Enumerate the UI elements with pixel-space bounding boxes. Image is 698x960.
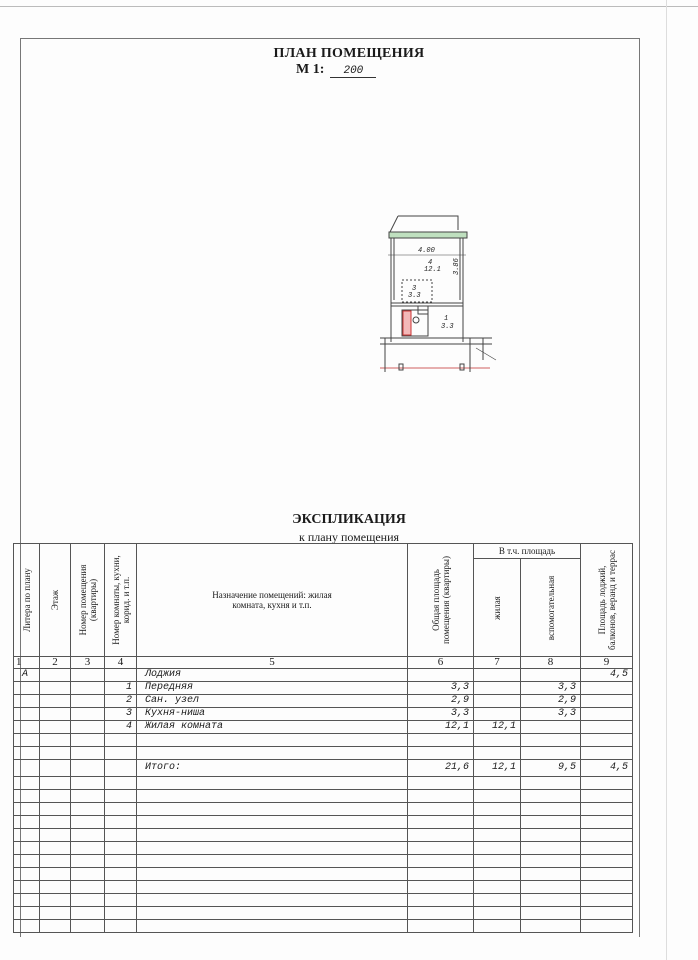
cell-apt bbox=[71, 803, 105, 816]
cell-purpose bbox=[137, 842, 408, 855]
cell-purpose bbox=[137, 855, 408, 868]
cell-loggia-area bbox=[581, 721, 633, 734]
cell-room-no bbox=[105, 734, 137, 747]
cell-litera bbox=[14, 747, 40, 760]
cell-litera bbox=[14, 734, 40, 747]
cell-purpose: Лоджия bbox=[137, 669, 408, 682]
cell-living-area bbox=[474, 842, 521, 855]
cell-loggia-area bbox=[581, 708, 633, 721]
cell-room-no bbox=[105, 907, 137, 920]
explication-title: ЭКСПЛИКАЦИЯ bbox=[292, 512, 406, 527]
cell-living-area bbox=[474, 803, 521, 816]
table-row bbox=[14, 855, 633, 868]
cell-purpose: Кухня-ниша bbox=[137, 708, 408, 721]
room-3-number: 3 bbox=[412, 285, 417, 293]
col-num-6: 6 bbox=[408, 657, 474, 669]
cell-living-area bbox=[474, 855, 521, 868]
col-aux-header: вспомогательная bbox=[521, 559, 581, 657]
col-num-8: 8 bbox=[521, 657, 581, 669]
cell-total-area bbox=[408, 734, 474, 747]
col-num-2: 2 bbox=[40, 657, 71, 669]
cell-floor bbox=[40, 669, 71, 682]
bath-tub bbox=[403, 311, 411, 335]
cell-room-no: 2 bbox=[105, 695, 137, 708]
cell-litera bbox=[14, 790, 40, 803]
cell-purpose bbox=[137, 816, 408, 829]
cell-purpose bbox=[137, 881, 408, 894]
cell-room-no bbox=[105, 669, 137, 682]
cell-loggia-area bbox=[581, 881, 633, 894]
cell-room-no bbox=[105, 760, 137, 777]
cell-aux-area bbox=[521, 881, 581, 894]
cell-total-area: 3,3 bbox=[408, 682, 474, 695]
col-purpose-header: Назначение помещений: жилая комната, кухня и т.п. bbox=[137, 544, 408, 657]
cell-living-area bbox=[474, 695, 521, 708]
cell-litera bbox=[14, 868, 40, 881]
header-row bbox=[14, 544, 633, 559]
cell-total-area: 12,1 bbox=[408, 721, 474, 734]
col-num-7: 7 bbox=[474, 657, 521, 669]
col-num-1: 1 bbox=[14, 657, 40, 669]
cell-living-area bbox=[474, 881, 521, 894]
cell-purpose bbox=[137, 868, 408, 881]
cell-total-area bbox=[408, 790, 474, 803]
cell-floor bbox=[40, 777, 71, 790]
cell-litera bbox=[14, 842, 40, 855]
cell-aux-area: 3,3 bbox=[521, 682, 581, 695]
cell-purpose: Передняя bbox=[137, 682, 408, 695]
cell-litera bbox=[14, 777, 40, 790]
cell-floor bbox=[40, 881, 71, 894]
table-row bbox=[14, 721, 633, 734]
cell-room-no bbox=[105, 868, 137, 881]
cell-aux-area bbox=[521, 790, 581, 803]
table-row bbox=[14, 734, 633, 747]
cell-living-area bbox=[474, 777, 521, 790]
cell-loggia-area bbox=[581, 855, 633, 868]
cell-floor bbox=[40, 829, 71, 842]
cell-litera bbox=[14, 816, 40, 829]
table-row bbox=[14, 881, 633, 894]
cell-room-no bbox=[105, 803, 137, 816]
cell-loggia-area bbox=[581, 816, 633, 829]
room-4-number: 4 bbox=[428, 259, 433, 267]
cell-loggia-area bbox=[581, 777, 633, 790]
cell-floor bbox=[40, 790, 71, 803]
cell-floor bbox=[40, 708, 71, 721]
cell-apt bbox=[71, 829, 105, 842]
table-row bbox=[14, 816, 633, 829]
table-row bbox=[14, 803, 633, 816]
cell-loggia-area: 4,5 bbox=[581, 760, 633, 777]
table-row bbox=[14, 682, 633, 695]
cell-purpose bbox=[137, 829, 408, 842]
cell-apt bbox=[71, 695, 105, 708]
cell-apt bbox=[71, 920, 105, 933]
cell-aux-area: 9,5 bbox=[521, 760, 581, 777]
cell-loggia-area bbox=[581, 829, 633, 842]
cell-room-no bbox=[105, 842, 137, 855]
cell-loggia-area bbox=[581, 803, 633, 816]
cell-apt bbox=[71, 868, 105, 881]
cell-apt bbox=[71, 669, 105, 682]
cell-litera bbox=[14, 721, 40, 734]
cell-aux-area: 3,3 bbox=[521, 708, 581, 721]
col-num-3: 3 bbox=[71, 657, 105, 669]
cell-floor bbox=[40, 747, 71, 760]
cell-aux-area: 2,9 bbox=[521, 695, 581, 708]
cell-litera bbox=[14, 881, 40, 894]
cell-floor bbox=[40, 894, 71, 907]
cell-apt bbox=[71, 777, 105, 790]
cell-room-no bbox=[105, 855, 137, 868]
stub-diagonal bbox=[476, 348, 496, 360]
cell-living-area bbox=[474, 907, 521, 920]
cell-purpose bbox=[137, 777, 408, 790]
cell-total-area bbox=[408, 868, 474, 881]
cell-purpose bbox=[137, 790, 408, 803]
cell-apt bbox=[71, 747, 105, 760]
cell-apt bbox=[71, 790, 105, 803]
table-row bbox=[14, 894, 633, 907]
stub-mark-2 bbox=[460, 364, 464, 370]
cell-total-area bbox=[408, 855, 474, 868]
cell-living-area bbox=[474, 829, 521, 842]
cell-total-area bbox=[408, 669, 474, 682]
cell-litera bbox=[14, 907, 40, 920]
cell-living-area bbox=[474, 920, 521, 933]
cell-room-no bbox=[105, 894, 137, 907]
explication-table bbox=[13, 543, 633, 933]
cell-floor bbox=[40, 721, 71, 734]
cell-total-area bbox=[408, 816, 474, 829]
table-row bbox=[14, 747, 633, 760]
cell-purpose bbox=[137, 734, 408, 747]
cell-floor bbox=[40, 855, 71, 868]
cell-room-no: 1 bbox=[105, 682, 137, 695]
loggia-window bbox=[389, 232, 467, 238]
cell-loggia-area bbox=[581, 920, 633, 933]
cell-aux-area bbox=[521, 734, 581, 747]
cell-aux-area bbox=[521, 747, 581, 760]
dim-height: 3.86 bbox=[453, 258, 461, 275]
cell-litera: А bbox=[14, 669, 40, 682]
cell-apt bbox=[71, 760, 105, 777]
cell-room-no bbox=[105, 747, 137, 760]
cell-living-area bbox=[474, 682, 521, 695]
cell-room-no bbox=[105, 920, 137, 933]
cell-loggia-area bbox=[581, 734, 633, 747]
cell-apt bbox=[71, 682, 105, 695]
cell-living-area: 12,1 bbox=[474, 721, 521, 734]
explication-subtitle: к плану помещения bbox=[298, 530, 400, 544]
table-row bbox=[14, 760, 633, 777]
table-row bbox=[14, 868, 633, 881]
cell-living-area bbox=[474, 790, 521, 803]
toilet bbox=[413, 317, 419, 323]
col-total-header: Общая площадь помещения (квартиры) bbox=[408, 544, 474, 657]
cell-apt bbox=[71, 816, 105, 829]
cell-purpose bbox=[137, 803, 408, 816]
cell-total-area bbox=[408, 747, 474, 760]
cell-aux-area bbox=[521, 803, 581, 816]
room-1-area: 3.3 bbox=[441, 323, 454, 331]
cell-room-no: 4 bbox=[105, 721, 137, 734]
cell-loggia-area bbox=[581, 695, 633, 708]
cell-purpose: Итого: bbox=[137, 760, 408, 777]
cell-total-area bbox=[408, 777, 474, 790]
cell-purpose bbox=[137, 747, 408, 760]
cell-apt bbox=[71, 881, 105, 894]
cell-floor bbox=[40, 734, 71, 747]
cell-room-no bbox=[105, 881, 137, 894]
col-apt-header: Номер помещения (квартиры) bbox=[71, 544, 105, 657]
cell-purpose bbox=[137, 920, 408, 933]
table-row bbox=[14, 907, 633, 920]
cell-aux-area bbox=[521, 816, 581, 829]
cell-total-area bbox=[408, 907, 474, 920]
cell-total-area bbox=[408, 894, 474, 907]
cell-living-area bbox=[474, 816, 521, 829]
cell-loggia-area: 4,5 bbox=[581, 669, 633, 682]
plan-wall-top bbox=[398, 216, 458, 230]
table-row bbox=[14, 695, 633, 708]
cell-room-no bbox=[105, 790, 137, 803]
cell-loggia-area bbox=[581, 842, 633, 855]
table-row bbox=[14, 708, 633, 721]
cell-litera bbox=[14, 920, 40, 933]
table-row bbox=[14, 777, 633, 790]
cell-living-area bbox=[474, 747, 521, 760]
col-room-header: Номер комнаты, кухни, корид. и т.п. bbox=[105, 544, 137, 657]
cell-room-no bbox=[105, 829, 137, 842]
cell-aux-area bbox=[521, 721, 581, 734]
cell-floor bbox=[40, 803, 71, 816]
cell-living-area bbox=[474, 868, 521, 881]
cell-room-no bbox=[105, 777, 137, 790]
cell-floor bbox=[40, 868, 71, 881]
stub-mark-1 bbox=[399, 364, 403, 370]
cell-aux-area bbox=[521, 894, 581, 907]
cell-room-no: 3 bbox=[105, 708, 137, 721]
table-row bbox=[14, 790, 633, 803]
col-litera-header: Литера по плану bbox=[14, 544, 40, 657]
cell-total-area bbox=[408, 881, 474, 894]
room-1-number: 1 bbox=[444, 315, 449, 323]
cell-aux-area bbox=[521, 777, 581, 790]
cell-litera bbox=[14, 760, 40, 777]
col-num-5: 5 bbox=[137, 657, 408, 669]
col-incl-header: В т.ч. площадь bbox=[474, 544, 581, 559]
cell-litera bbox=[14, 829, 40, 842]
table-row bbox=[14, 920, 633, 933]
cell-litera bbox=[14, 695, 40, 708]
cell-purpose bbox=[137, 907, 408, 920]
cell-litera bbox=[14, 855, 40, 868]
cell-floor bbox=[40, 760, 71, 777]
cell-loggia-area bbox=[581, 868, 633, 881]
cell-total-area: 2,9 bbox=[408, 695, 474, 708]
table-row bbox=[14, 842, 633, 855]
cell-litera bbox=[14, 682, 40, 695]
col-num-4: 4 bbox=[105, 657, 137, 669]
plan-title: ПЛАН ПОМЕЩЕНИЯ bbox=[273, 46, 425, 61]
cell-loggia-area bbox=[581, 907, 633, 920]
cell-apt bbox=[71, 734, 105, 747]
cell-living-area bbox=[474, 669, 521, 682]
dim-width: 4.00 bbox=[418, 247, 435, 255]
cell-litera bbox=[14, 803, 40, 816]
cell-aux-area bbox=[521, 669, 581, 682]
cell-floor bbox=[40, 816, 71, 829]
scale-value: 200 bbox=[330, 65, 376, 78]
cell-total-area: 21,6 bbox=[408, 760, 474, 777]
cell-apt bbox=[71, 842, 105, 855]
scale-label: М 1: bbox=[296, 62, 325, 77]
col-living-header: жилая bbox=[474, 559, 521, 657]
cell-purpose: Жилая комната bbox=[137, 721, 408, 734]
cell-apt bbox=[71, 708, 105, 721]
column-number-row bbox=[14, 657, 633, 669]
plan-wall-top-left bbox=[390, 216, 398, 232]
cell-floor bbox=[40, 842, 71, 855]
cell-living-area: 12,1 bbox=[474, 760, 521, 777]
cell-total-area bbox=[408, 829, 474, 842]
cell-living-area bbox=[474, 894, 521, 907]
cell-total-area bbox=[408, 803, 474, 816]
cell-floor bbox=[40, 907, 71, 920]
cell-apt bbox=[71, 721, 105, 734]
cell-aux-area bbox=[521, 907, 581, 920]
cell-floor bbox=[40, 920, 71, 933]
table-row bbox=[14, 669, 633, 682]
cell-aux-area bbox=[521, 842, 581, 855]
cell-aux-area bbox=[521, 855, 581, 868]
cell-floor bbox=[40, 682, 71, 695]
cell-total-area bbox=[408, 842, 474, 855]
cell-apt bbox=[71, 855, 105, 868]
cell-loggia-area bbox=[581, 682, 633, 695]
room-3-area: 3.3 bbox=[408, 292, 421, 300]
cell-total-area bbox=[408, 920, 474, 933]
cell-aux-area bbox=[521, 868, 581, 881]
cell-living-area bbox=[474, 734, 521, 747]
cell-loggia-area bbox=[581, 747, 633, 760]
cell-apt bbox=[71, 907, 105, 920]
room-4-area: 12.1 bbox=[424, 266, 441, 274]
cell-aux-area bbox=[521, 920, 581, 933]
cell-loggia-area bbox=[581, 790, 633, 803]
cell-apt bbox=[71, 894, 105, 907]
cell-purpose: Сан. узел bbox=[137, 695, 408, 708]
col-floor-header: Этаж bbox=[40, 544, 71, 657]
cell-room-no bbox=[105, 816, 137, 829]
cell-litera bbox=[14, 894, 40, 907]
cell-aux-area bbox=[521, 829, 581, 842]
cell-floor bbox=[40, 695, 71, 708]
table-row bbox=[14, 829, 633, 842]
cell-total-area: 3,3 bbox=[408, 708, 474, 721]
cell-purpose bbox=[137, 894, 408, 907]
cell-litera bbox=[14, 708, 40, 721]
cell-living-area bbox=[474, 708, 521, 721]
cell-loggia-area bbox=[581, 894, 633, 907]
col-num-9: 9 bbox=[581, 657, 633, 669]
col-loggia-header: Площадь лоджий, балконов, веранд и террас bbox=[581, 544, 633, 657]
